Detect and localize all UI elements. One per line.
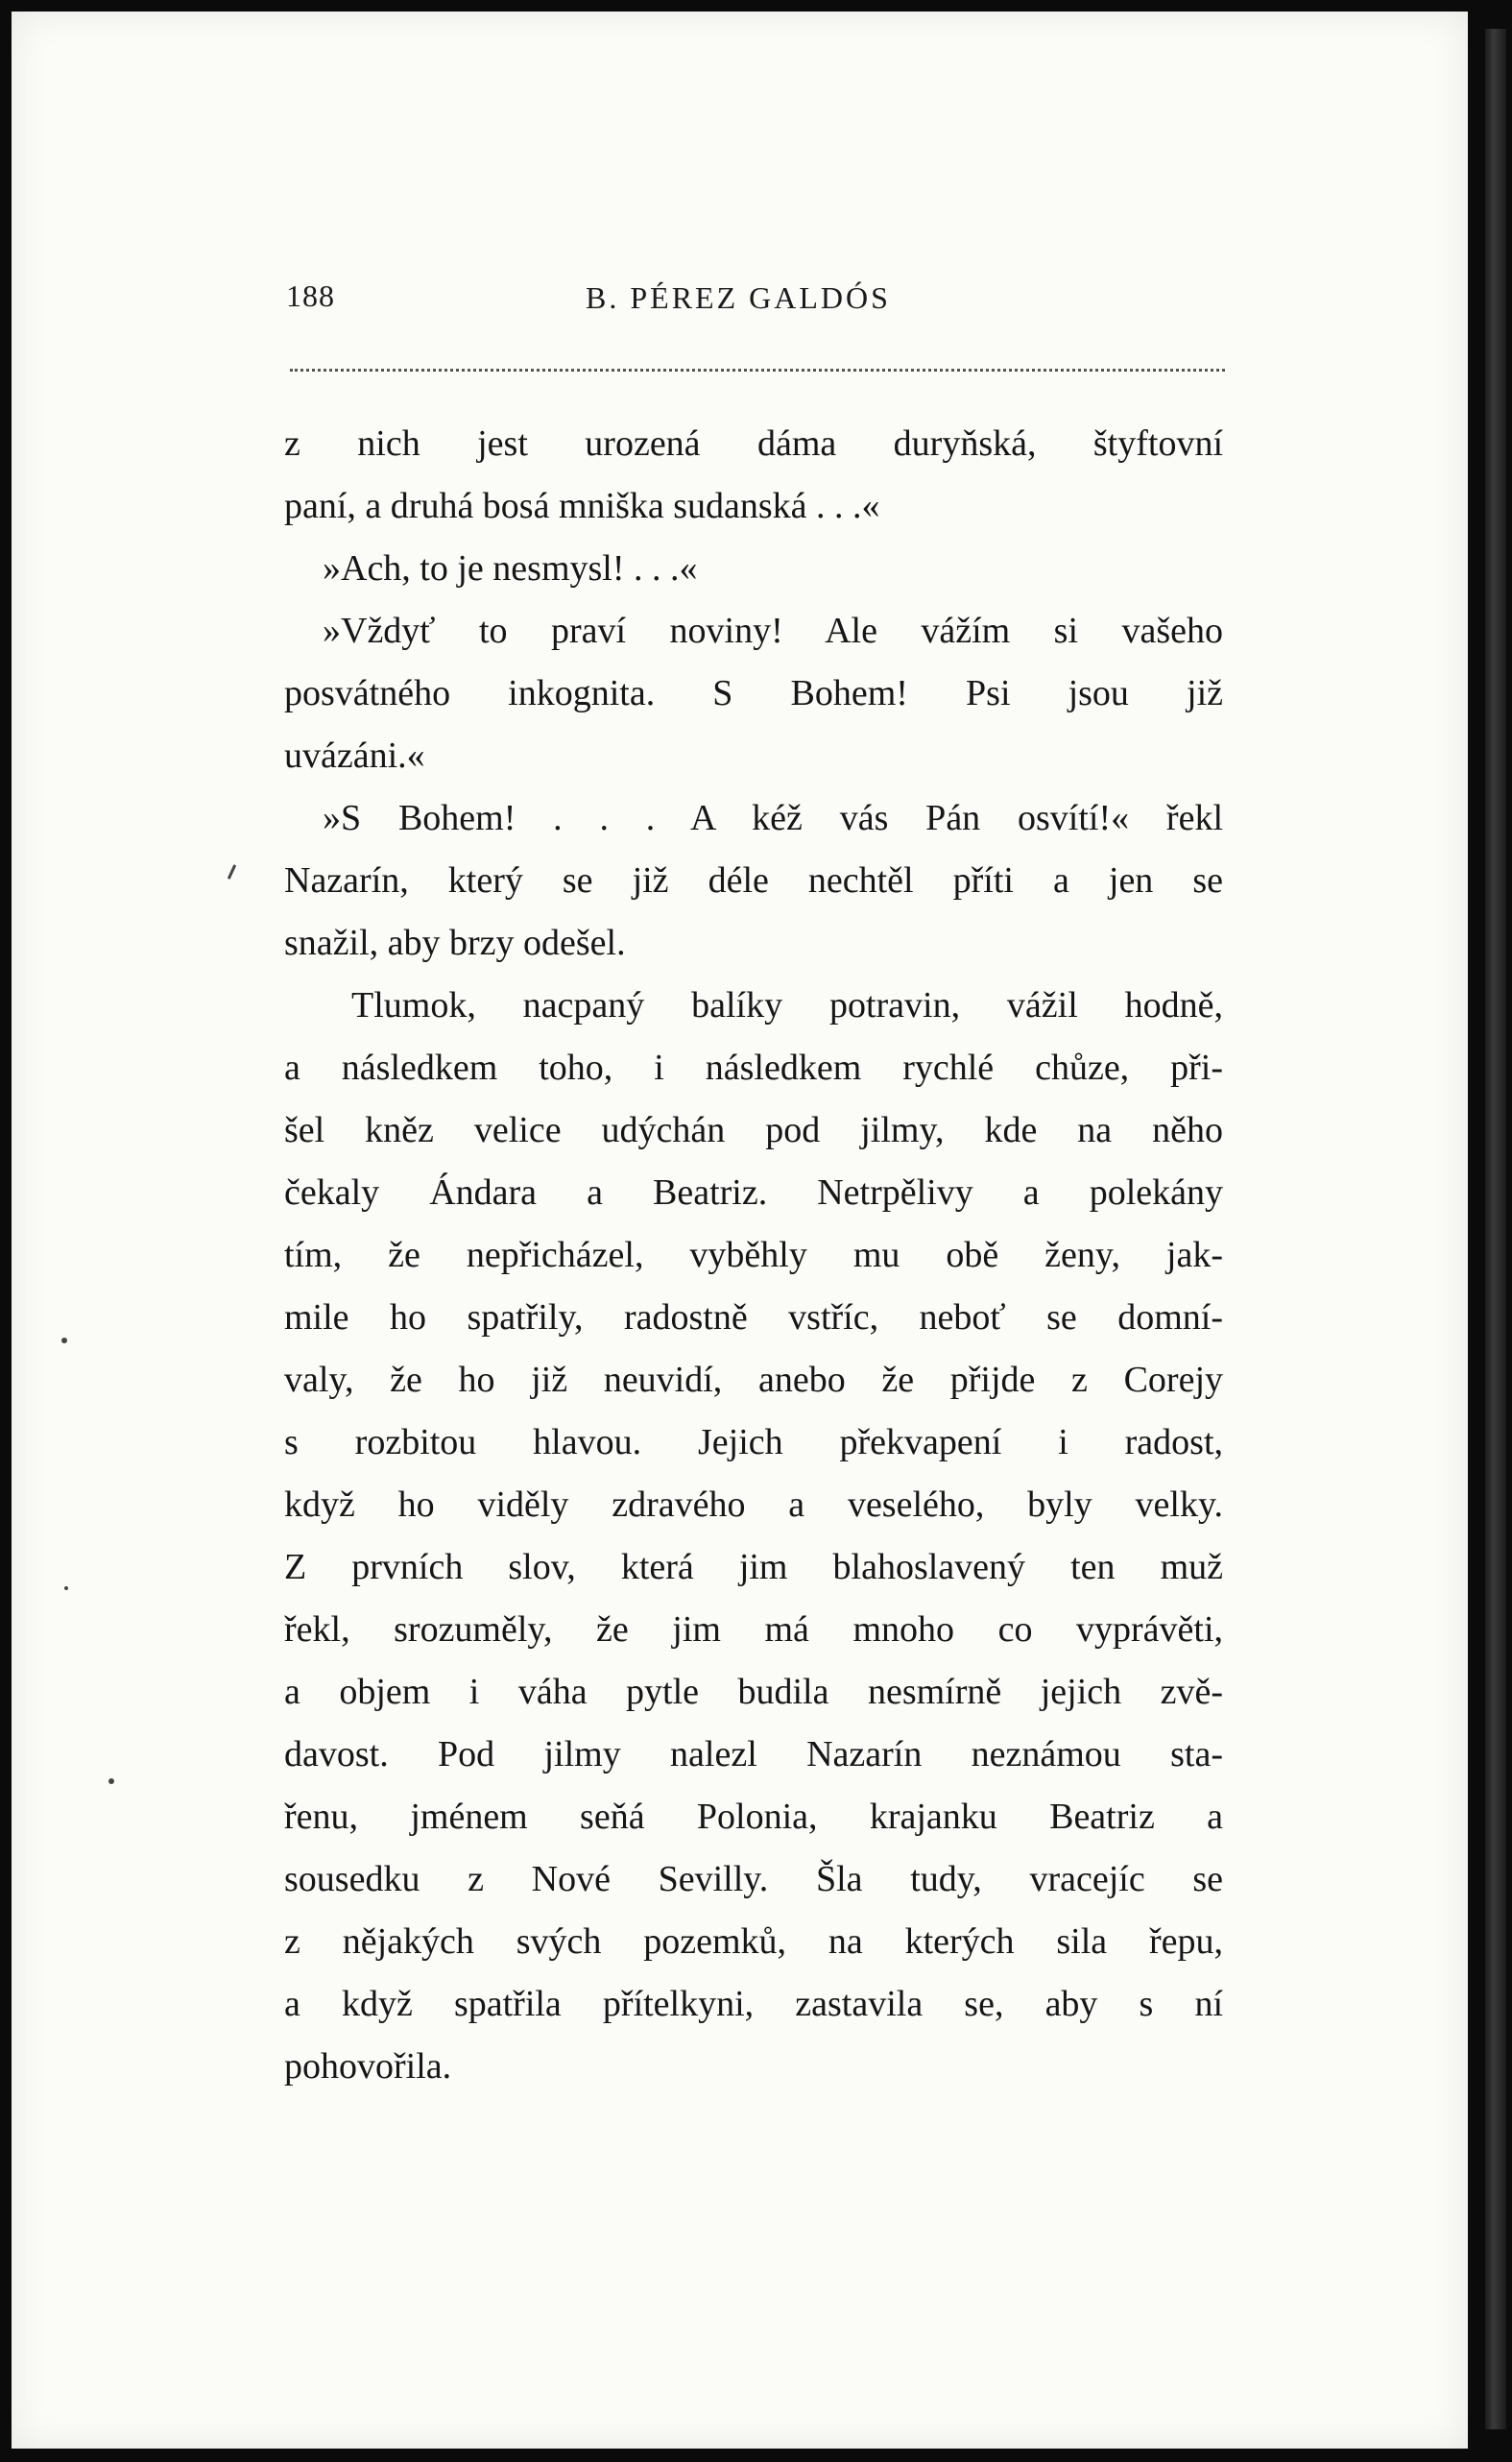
header-rule — [290, 369, 1225, 372]
page-header — [278, 271, 1231, 328]
scan-edge — [1485, 29, 1506, 2429]
text-line: valy, že ho již neuvidí, anebo že přijde z Corejy — [284, 1360, 1223, 1400]
text-line: »Ach, to je nesmysl! . . .« — [323, 548, 698, 589]
text-line: a následkem toho, i následkem rychlé chůze, při- — [284, 1048, 1223, 1088]
text-line: mile ho spatřily, radostně vstříc, neboť se domní- — [284, 1297, 1223, 1338]
text-line: Nazarín, který se již déle nechtěl příti a jen se — [284, 860, 1223, 901]
text-line: paní, a druhá bosá mniška sudanská . . .« — [284, 486, 880, 526]
text-line: šel kněz velice udýchán pod jilmy, kde na něho — [284, 1110, 1223, 1150]
text-line: posvátného inkognita. S Bohem! Psi jsou již — [284, 673, 1223, 713]
scan-speck — [61, 1338, 67, 1343]
text-line: a když spatřila přítelkyni, zastavila se, aby s ní — [284, 1984, 1223, 2024]
text-line: »S Bohem! . . . A kéž vás Pán osvítí!« řekl — [323, 798, 1223, 838]
scan-speck — [108, 1778, 114, 1784]
text-line: Z prvních slov, která jim blahoslavený ten muž — [284, 1547, 1223, 1587]
text-line: »Vždyť to praví noviny! Ale vážím si vašeho — [323, 611, 1223, 651]
text-line: řekl, srozuměly, že jim má mnoho co vyprávěti, — [284, 1609, 1223, 1650]
text-line: a objem i váha pytle budila nesmírně jejich zvě- — [284, 1672, 1223, 1712]
running-title: B. PÉREZ GALDÓS — [586, 280, 891, 315]
text-line: z nich jest urozená dáma duryňská, štyftovní — [284, 423, 1223, 464]
text-line: řenu, jménem seňá Polonia, krajanku Beatriz a — [284, 1797, 1223, 1837]
text-line: když ho viděly zdravého a veselého, byly velky. — [284, 1484, 1223, 1525]
scan-speck — [64, 1586, 68, 1590]
text-line: uvázáni.« — [284, 736, 425, 776]
text-line: z nějakých svých pozemků, na kterých sila řepu, — [284, 1921, 1223, 1962]
text-line: snažil, aby brzy odešel. — [284, 923, 626, 963]
text-line: čekaly Ándara a Beatriz. Netrpělivy a polekány — [284, 1172, 1223, 1213]
text-line: sousedku z Nové Sevilly. Šla tudy, vracejíc se — [284, 1859, 1223, 1899]
text-line: davost. Pod jilmy nalezl Nazarín neznámou sta- — [284, 1734, 1223, 1774]
page-number: 188 — [286, 278, 335, 313]
body-text — [284, 413, 1223, 2098]
text-line: pohovořila. — [284, 2046, 452, 2087]
text-line: Tlumok, nacpaný balíky potravin, vážil hodně, — [351, 985, 1223, 1026]
text-line: tím, že nepřicházel, vyběhly mu obě ženy, jak- — [284, 1235, 1223, 1275]
text-line: s rozbitou hlavou. Jejich překvapení i radost, — [284, 1422, 1223, 1462]
